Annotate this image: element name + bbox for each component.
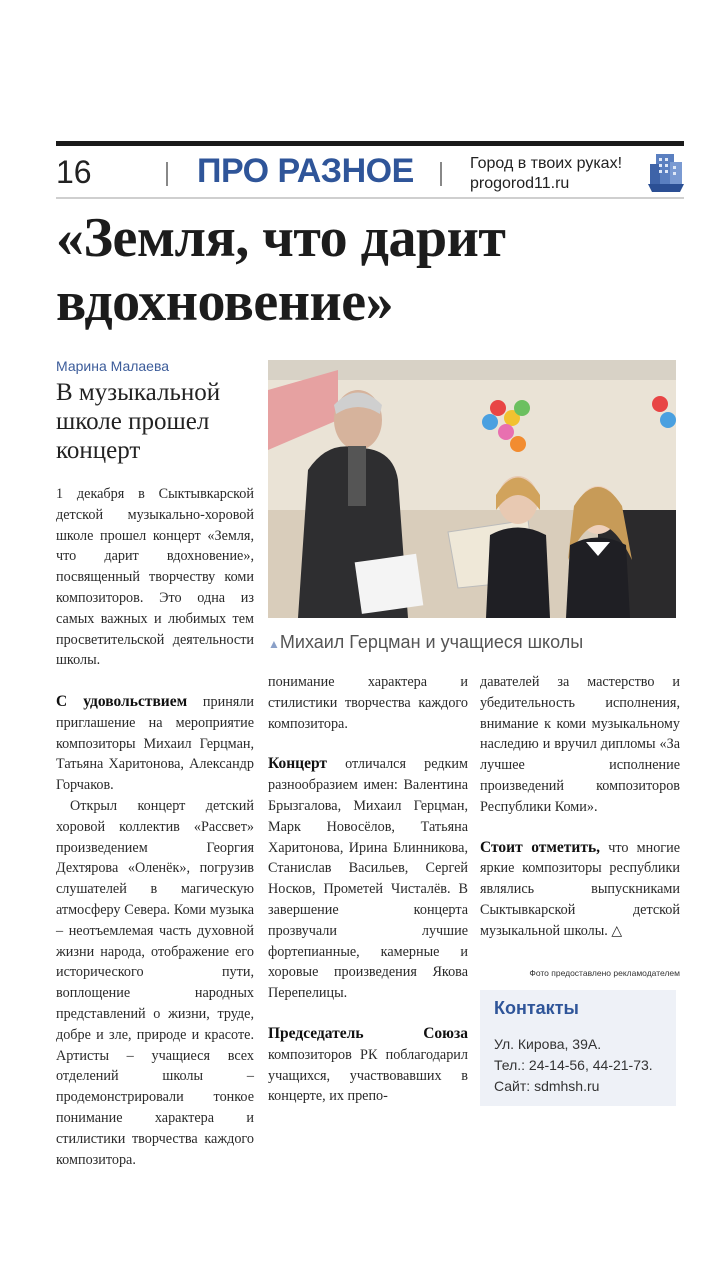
section-title: ПРО РАЗНОЕ xyxy=(197,152,414,190)
article-author: Марина Малаева xyxy=(56,358,170,374)
paragraph-lead: Стоит отметить, xyxy=(480,838,601,856)
site-link[interactable]: progorod11.ru xyxy=(470,175,570,192)
building-logo-icon xyxy=(646,152,686,194)
paragraph xyxy=(56,692,254,796)
paragraph-text: композиторов РК поблагодарил учащихся, участвовавших в концерте, их препо- xyxy=(268,1046,468,1105)
paragraph: Открыл концерт детский хоровой коллектив «Рассвет» произведением Георгия Дехтярова «Оленёк», погрузив слушателей в магическую атмосферу Севера. Коми музыка – неотъемлемая часть духовной жизни народа, отображение его исторического пути, воплощение народных представлений о жизни, труде, добре и зле, природе и красоте. Артисты – учащиеся всех отделений школы – продемонстрировали тонкое понимание характера и стилистики творчества каждого композитора. xyxy=(56,797,254,1168)
header-divider xyxy=(440,162,442,186)
header-slogan xyxy=(470,154,622,194)
article-title: «Земля, что дарит вдохновение» xyxy=(56,207,506,333)
header-divider xyxy=(166,162,168,186)
photo-credit: Фото предоставлено рекламодателем xyxy=(529,968,680,978)
caption-marker-icon: ▲ xyxy=(268,637,280,651)
paragraph-continuation xyxy=(268,672,468,734)
concert-photo xyxy=(268,360,676,618)
contacts-address: Ул. Кирова, 39А. xyxy=(494,1036,602,1052)
header-rule xyxy=(56,197,684,199)
page-header xyxy=(56,152,684,196)
contacts-phones: Тел.: 24-14-56, 44-21-73. xyxy=(494,1057,653,1073)
paragraph-lead: Председатель Союза xyxy=(268,1024,468,1042)
paragraph xyxy=(480,838,680,942)
article-column-1 xyxy=(56,692,254,1168)
paragraph-text: давателей за мастерство и убедительность исполнения, внимание к коми музыкальному наследию и вручил дипломы «За лучшее исполнение произведений композиторов Республики Коми». xyxy=(480,674,680,815)
paragraph-text: приняли приглашение на мероприятие композиторы Михаил Герцман, Татьяна Харитонова, Александр Горчаков. xyxy=(56,694,254,794)
contacts-box xyxy=(480,990,676,1106)
paragraph-lead: Концерт xyxy=(268,755,327,773)
slogan-text: Город в твоих руках! xyxy=(470,155,623,172)
article-lead: В музыкальной школе прошел концерт xyxy=(56,379,221,464)
page-number: 16 xyxy=(56,154,92,190)
intro-paragraph: 1 декабря в Сыктывкарской детской музыкально-хоровой школе прошел концерт «Земля, что дарит вдохновение», посвященный творчеству коми композиторов. Это одна из самых важных и любимых тем просветительской деятельности школы. xyxy=(56,486,254,669)
paragraph xyxy=(268,1024,468,1107)
column-3-flow xyxy=(480,672,680,962)
photo-caption xyxy=(268,632,678,653)
top-rule xyxy=(56,141,684,146)
paragraph-continuation xyxy=(480,672,680,818)
end-mark-icon: △ xyxy=(611,922,623,939)
column-2-flow xyxy=(268,672,468,1108)
paragraph-text: отличался редким разнообразием имен: Валентина Брызгалова, Михаил Герцман, Марк Новосёлов, Татьяна Харитонова, Ирина Блинникова, Станислав Васильев, Сергей Носков, Прометей Чисталёв. В завершение концерта прозвучали лучшие фортепианные, камерные и хоровые произведения Якова Перепелицы. xyxy=(268,756,468,1002)
caption-text: Михаил Герцман и учащиеся школы xyxy=(279,632,584,652)
contacts-title: Контакты xyxy=(494,998,579,1018)
contacts-site[interactable]: Сайт: sdmhsh.ru xyxy=(494,1078,600,1094)
paragraph-text: понимание характера и стилистики творчества каждого композитора. xyxy=(268,674,468,732)
paragraph xyxy=(268,754,468,1004)
paragraph-text: что многие яркие композиторы республики являлись выпускниками Сыктывкарской детской музыкальной школы. xyxy=(480,839,680,939)
article-intro xyxy=(56,484,254,671)
paragraph-lead: С удовольствием xyxy=(56,693,188,710)
